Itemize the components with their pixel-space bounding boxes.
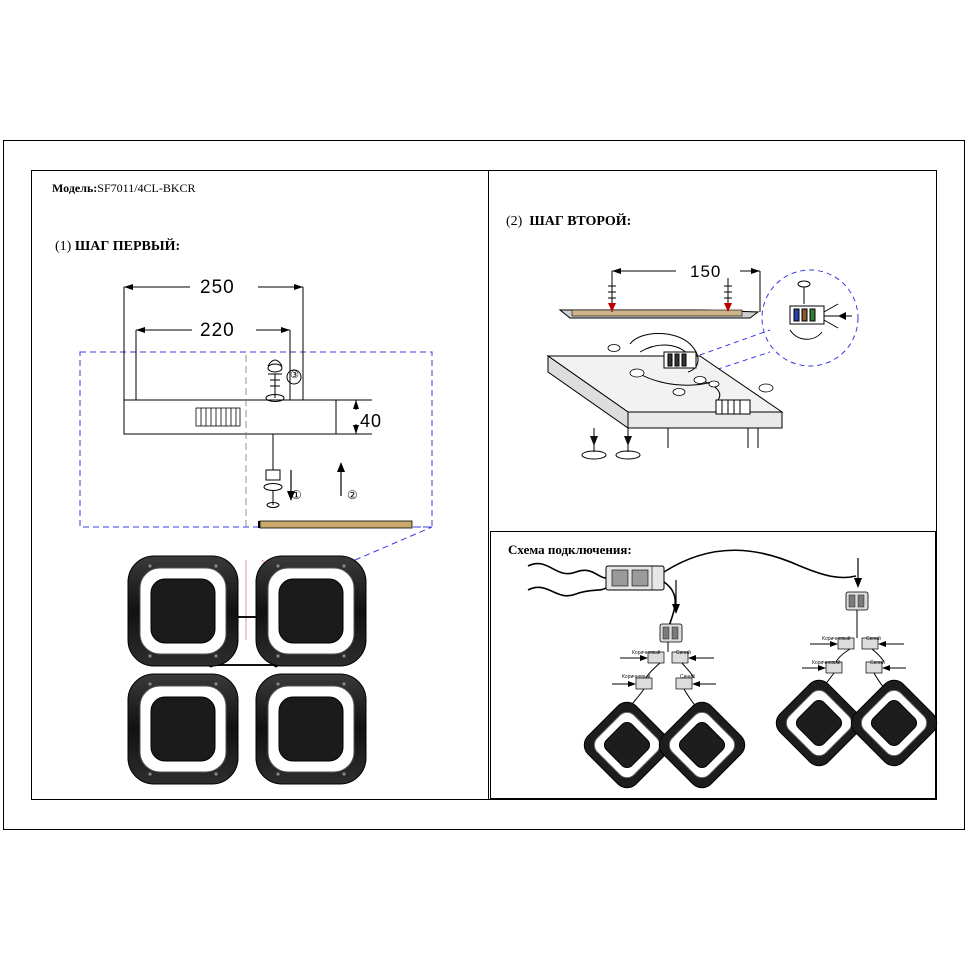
callout-two: ② [347,488,358,502]
terminal-block-a [660,624,682,642]
wiring-scheme-title: Схема подключения: [508,542,632,557]
wire-label-blue-4: Синий [870,660,885,666]
wire-label-brown-2: Коричневый [622,674,651,680]
callout-three: ③ [290,370,299,381]
lamp-diamond [579,675,942,793]
wire-label-blue-1: Синий [676,650,691,656]
dimension-250: 250 [200,277,235,298]
connector-arrows [672,558,862,614]
step-one-number: (1) [55,239,72,254]
led-driver [606,566,664,590]
terminal-block-b [846,592,868,610]
wire-label-brown-1: Коричневый [632,650,661,656]
dimension-150: 150 [690,262,722,281]
driver-output-wires [664,550,856,630]
mains-cable [528,564,606,596]
step-two-text: ШАГ ВТОРОЙ: [529,214,632,229]
step-two-number: (2) [506,214,523,229]
dimension-220: 220 [200,320,235,341]
step-one-text: ШАГ ПЕРВЫЙ: [74,239,181,254]
wire-label-brown-3: Коричневый [822,636,851,642]
wire-label-brown-4: Коричневый [812,660,841,666]
model-label-prefix: Модель: [52,181,98,195]
dimension-40: 40 [360,411,383,431]
wire-label-blue-3: Синий [866,636,881,642]
model-code: SF7011/4CL-BKCR [97,181,196,195]
wire-label-blue-2: Синий [680,674,695,680]
callout-one: ① [291,488,302,502]
